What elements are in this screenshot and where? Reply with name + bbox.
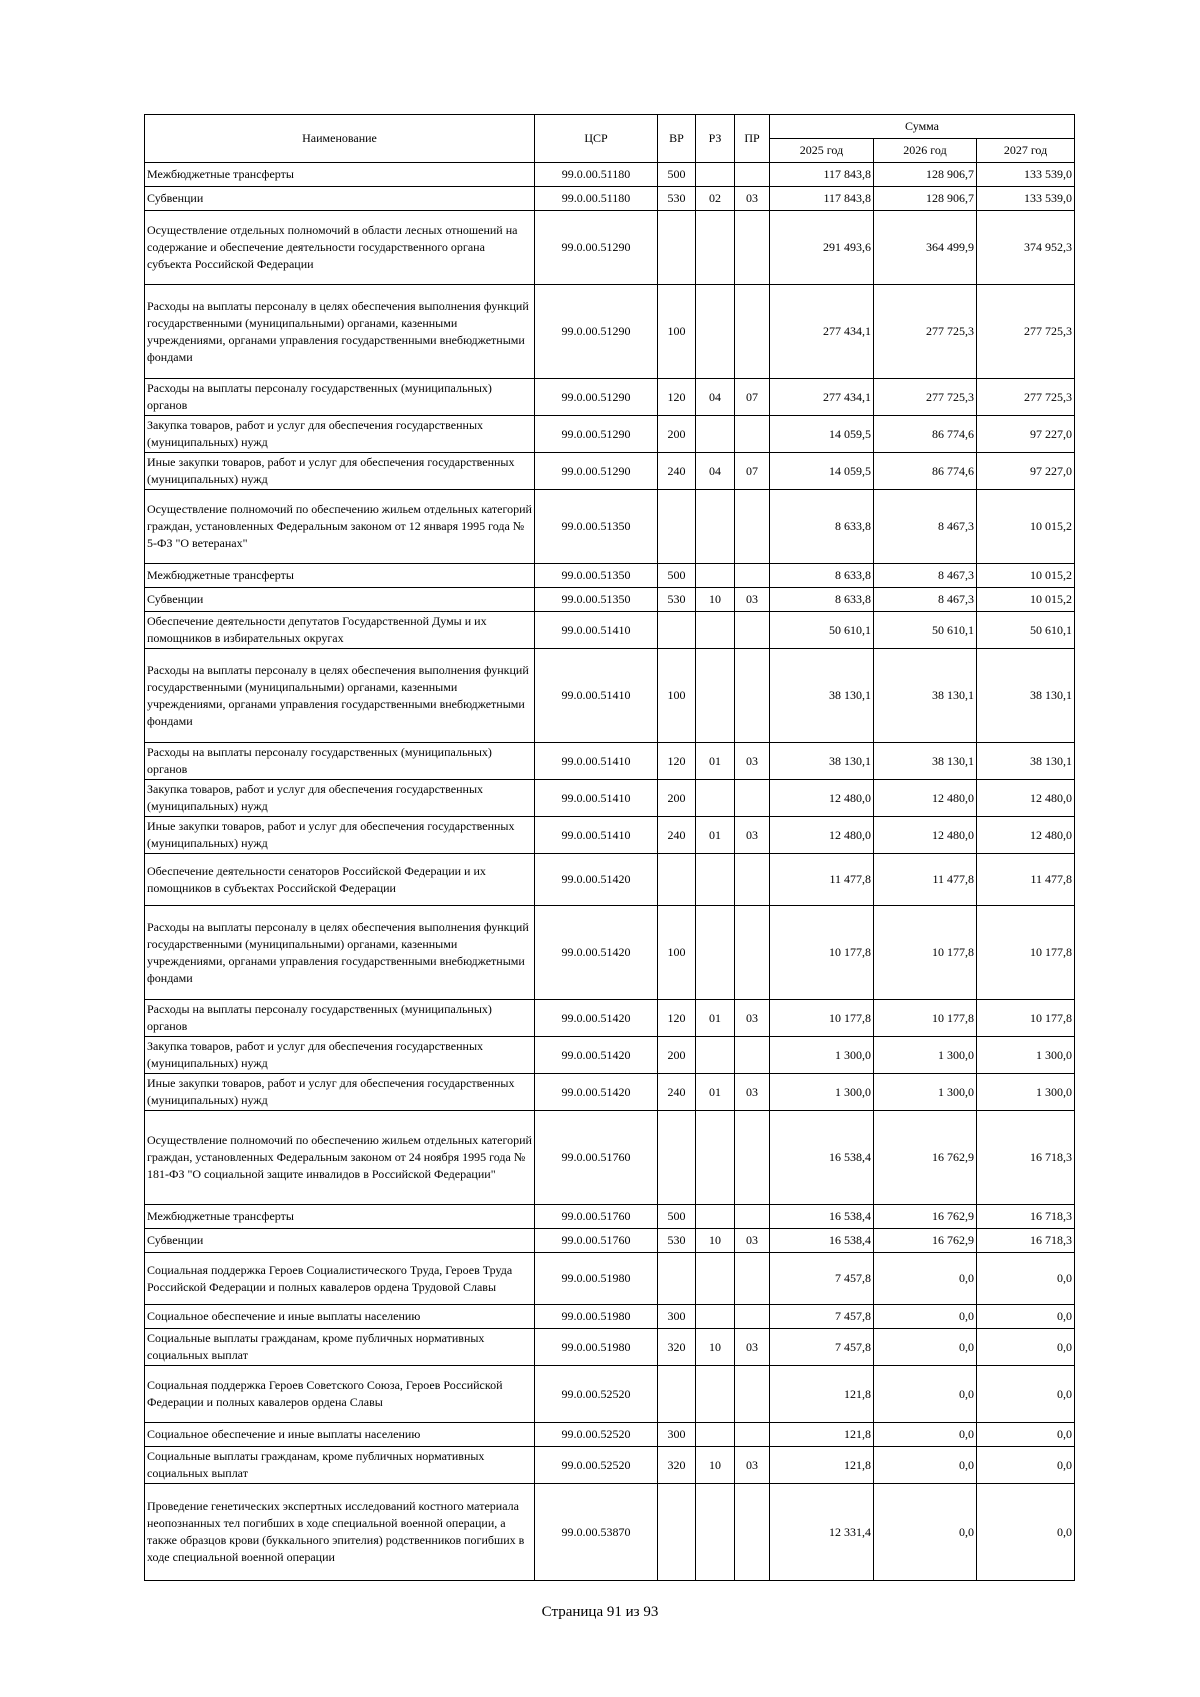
cell-rz: 01 — [696, 1000, 735, 1037]
cell-2027: 38 130,1 — [977, 649, 1075, 743]
cell-rz — [696, 1366, 735, 1423]
cell-vr: 100 — [658, 285, 696, 379]
cell-rz — [696, 649, 735, 743]
cell-pr — [735, 211, 770, 285]
cell-pr — [735, 612, 770, 649]
cell-name: Расходы на выплаты персоналу в целях обеспечения выполнения функций государственными (муниципальными) органами, казенными учреждениями, органами управления государственными внебюджетными фондами — [145, 906, 535, 1000]
table-row — [145, 1305, 1075, 1329]
cell-vr — [658, 490, 696, 564]
cell-2026: 16 762,9 — [874, 1111, 977, 1205]
cell-rz — [696, 1205, 735, 1229]
cell-vr: 530 — [658, 1229, 696, 1253]
cell-2025: 121,8 — [770, 1366, 874, 1423]
table-row — [145, 453, 1075, 490]
cell-2026: 1 300,0 — [874, 1037, 977, 1074]
cell-2026: 12 480,0 — [874, 780, 977, 817]
cell-2026: 12 480,0 — [874, 817, 977, 854]
cell-pr: 03 — [735, 1229, 770, 1253]
cell-2025: 16 538,4 — [770, 1205, 874, 1229]
cell-pr: 07 — [735, 379, 770, 416]
table-row — [145, 1000, 1075, 1037]
cell-2025: 117 843,8 — [770, 163, 874, 187]
cell-pr — [735, 1366, 770, 1423]
cell-2027: 133 539,0 — [977, 163, 1075, 187]
cell-2027: 38 130,1 — [977, 743, 1075, 780]
cell-2026: 277 725,3 — [874, 379, 977, 416]
cell-csr: 99.0.00.51290 — [535, 285, 658, 379]
cell-rz: 01 — [696, 743, 735, 780]
cell-pr: 03 — [735, 743, 770, 780]
cell-vr — [658, 1253, 696, 1305]
cell-rz: 10 — [696, 588, 735, 612]
cell-2025: 8 633,8 — [770, 490, 874, 564]
cell-2027: 1 300,0 — [977, 1074, 1075, 1111]
cell-vr: 530 — [658, 588, 696, 612]
cell-name: Расходы на выплаты персоналу государственных (муниципальных) органов — [145, 743, 535, 780]
cell-csr: 99.0.00.51180 — [535, 163, 658, 187]
table-row — [145, 854, 1075, 906]
cell-csr: 99.0.00.51410 — [535, 780, 658, 817]
cell-csr: 99.0.00.51760 — [535, 1205, 658, 1229]
cell-csr: 99.0.00.52520 — [535, 1447, 658, 1484]
cell-csr: 99.0.00.51420 — [535, 854, 658, 906]
cell-pr — [735, 1253, 770, 1305]
cell-rz: 10 — [696, 1329, 735, 1366]
cell-pr: 07 — [735, 453, 770, 490]
budget-table — [144, 114, 1075, 1581]
cell-pr — [735, 780, 770, 817]
cell-csr: 99.0.00.51290 — [535, 416, 658, 453]
cell-pr — [735, 906, 770, 1000]
cell-csr: 99.0.00.51290 — [535, 211, 658, 285]
cell-2025: 10 177,8 — [770, 1000, 874, 1037]
cell-2025: 121,8 — [770, 1447, 874, 1484]
cell-name: Социальная поддержка Героев Советского Союза, Героев Российской Федерации и полных кавалеров ордена Славы — [145, 1366, 535, 1423]
cell-2026: 86 774,6 — [874, 416, 977, 453]
table-row — [145, 906, 1075, 1000]
cell-2027: 10 177,8 — [977, 1000, 1075, 1037]
table-body — [145, 163, 1075, 1581]
cell-2026: 10 177,8 — [874, 906, 977, 1000]
cell-vr: 300 — [658, 1423, 696, 1447]
table-row — [145, 1037, 1075, 1074]
cell-pr: 03 — [735, 1447, 770, 1484]
table-row — [145, 817, 1075, 854]
cell-2025: 14 059,5 — [770, 416, 874, 453]
cell-2027: 11 477,8 — [977, 854, 1075, 906]
header-2026: 2026 год — [874, 139, 977, 163]
cell-csr: 99.0.00.51760 — [535, 1111, 658, 1205]
header-vr: ВР — [658, 115, 696, 163]
cell-name: Расходы на выплаты персоналу в целях обеспечения выполнения функций государственными (муниципальными) органами, казенными учреждениями, органами управления государственными внебюджетными фондами — [145, 285, 535, 379]
cell-rz: 02 — [696, 187, 735, 211]
table-row — [145, 588, 1075, 612]
cell-2027: 0,0 — [977, 1305, 1075, 1329]
cell-csr: 99.0.00.51980 — [535, 1329, 658, 1366]
cell-2027: 50 610,1 — [977, 612, 1075, 649]
cell-name: Осуществление отдельных полномочий в области лесных отношений на содержание и обеспечение деятельности государственного органа субъекта Российской Федерации — [145, 211, 535, 285]
cell-pr — [735, 416, 770, 453]
cell-pr — [735, 564, 770, 588]
cell-name: Субвенции — [145, 588, 535, 612]
cell-2025: 12 331,4 — [770, 1484, 874, 1581]
cell-csr: 99.0.00.51290 — [535, 453, 658, 490]
cell-name: Закупка товаров, работ и услуг для обеспечения государственных (муниципальных) нужд — [145, 1037, 535, 1074]
cell-2026: 364 499,9 — [874, 211, 977, 285]
cell-2026: 128 906,7 — [874, 187, 977, 211]
cell-vr: 100 — [658, 906, 696, 1000]
table-row — [145, 1484, 1075, 1581]
cell-rz — [696, 1037, 735, 1074]
cell-rz — [696, 1484, 735, 1581]
cell-name: Иные закупки товаров, работ и услуг для обеспечения государственных (муниципальных) нужд — [145, 453, 535, 490]
cell-2027: 133 539,0 — [977, 187, 1075, 211]
cell-csr: 99.0.00.51410 — [535, 649, 658, 743]
cell-rz — [696, 1423, 735, 1447]
cell-2027: 0,0 — [977, 1329, 1075, 1366]
cell-name: Закупка товаров, работ и услуг для обеспечения государственных (муниципальных) нужд — [145, 416, 535, 453]
cell-vr: 100 — [658, 649, 696, 743]
cell-pr — [735, 285, 770, 379]
cell-2025: 121,8 — [770, 1423, 874, 1447]
cell-pr: 03 — [735, 1074, 770, 1111]
cell-name: Социальные выплаты гражданам, кроме публичных нормативных социальных выплат — [145, 1447, 535, 1484]
cell-name: Осуществление полномочий по обеспечению жильем отдельных категорий граждан, установленных Федеральным законом от 24 ноября 1995 года № 181-ФЗ "О социальной защите инвалидов в Российской Федерации" — [145, 1111, 535, 1205]
cell-csr: 99.0.00.52520 — [535, 1366, 658, 1423]
cell-vr — [658, 211, 696, 285]
cell-pr — [735, 1305, 770, 1329]
cell-csr: 99.0.00.51980 — [535, 1253, 658, 1305]
cell-name: Проведение генетических экспертных исследований костного материала неопознанных тел погибших в ходе специальной военной операции, а также образцов крови (буккального эпителия) родственников погибших в ходе специальной военной операции — [145, 1484, 535, 1581]
cell-2025: 12 480,0 — [770, 780, 874, 817]
cell-vr: 320 — [658, 1447, 696, 1484]
cell-pr: 03 — [735, 1000, 770, 1037]
cell-2027: 0,0 — [977, 1484, 1075, 1581]
table-row — [145, 379, 1075, 416]
cell-2026: 8 467,3 — [874, 564, 977, 588]
cell-2025: 7 457,8 — [770, 1329, 874, 1366]
table-row — [145, 1229, 1075, 1253]
cell-2025: 14 059,5 — [770, 453, 874, 490]
cell-2025: 8 633,8 — [770, 588, 874, 612]
cell-2025: 7 457,8 — [770, 1305, 874, 1329]
cell-rz — [696, 906, 735, 1000]
cell-2026: 8 467,3 — [874, 588, 977, 612]
cell-pr: 03 — [735, 1329, 770, 1366]
cell-name: Межбюджетные трансферты — [145, 163, 535, 187]
cell-vr: 500 — [658, 163, 696, 187]
cell-2026: 16 762,9 — [874, 1205, 977, 1229]
table-row — [145, 187, 1075, 211]
cell-2026: 0,0 — [874, 1484, 977, 1581]
cell-name: Расходы на выплаты персоналу государственных (муниципальных) органов — [145, 1000, 535, 1037]
cell-2025: 117 843,8 — [770, 187, 874, 211]
cell-name: Обеспечение деятельности депутатов Государственной Думы и их помощников в избирательных округах — [145, 612, 535, 649]
cell-rz — [696, 1253, 735, 1305]
cell-2027: 0,0 — [977, 1447, 1075, 1484]
cell-vr: 200 — [658, 416, 696, 453]
cell-2025: 38 130,1 — [770, 649, 874, 743]
table-row — [145, 780, 1075, 817]
table-row — [145, 743, 1075, 780]
cell-rz: 10 — [696, 1229, 735, 1253]
cell-name: Обеспечение деятельности сенаторов Российской Федерации и их помощников в субъектах Российской Федерации — [145, 854, 535, 906]
cell-2027: 12 480,0 — [977, 817, 1075, 854]
table-row — [145, 211, 1075, 285]
cell-2027: 97 227,0 — [977, 453, 1075, 490]
cell-pr: 03 — [735, 588, 770, 612]
cell-vr — [658, 1366, 696, 1423]
cell-vr — [658, 612, 696, 649]
cell-pr — [735, 649, 770, 743]
header-rz: РЗ — [696, 115, 735, 163]
table-row — [145, 1111, 1075, 1205]
cell-2027: 12 480,0 — [977, 780, 1075, 817]
cell-rz — [696, 780, 735, 817]
table-row — [145, 1329, 1075, 1366]
cell-2026: 38 130,1 — [874, 649, 977, 743]
cell-name: Межбюджетные трансферты — [145, 564, 535, 588]
cell-pr — [735, 1484, 770, 1581]
cell-2027: 10 177,8 — [977, 906, 1075, 1000]
cell-csr: 99.0.00.51350 — [535, 490, 658, 564]
cell-pr — [735, 1037, 770, 1074]
cell-csr: 99.0.00.51350 — [535, 588, 658, 612]
cell-vr: 530 — [658, 187, 696, 211]
cell-name: Иные закупки товаров, работ и услуг для обеспечения государственных (муниципальных) нужд — [145, 1074, 535, 1111]
cell-rz — [696, 854, 735, 906]
table-row — [145, 490, 1075, 564]
cell-2027: 10 015,2 — [977, 588, 1075, 612]
cell-2025: 1 300,0 — [770, 1037, 874, 1074]
table-row — [145, 649, 1075, 743]
cell-rz: 04 — [696, 379, 735, 416]
cell-2026: 0,0 — [874, 1253, 977, 1305]
cell-rz: 04 — [696, 453, 735, 490]
cell-name: Расходы на выплаты персоналу в целях обеспечения выполнения функций государственными (муниципальными) органами, казенными учреждениями, органами управления государственными внебюджетными фондами — [145, 649, 535, 743]
cell-pr: 03 — [735, 187, 770, 211]
cell-2025: 277 434,1 — [770, 285, 874, 379]
cell-csr: 99.0.00.51420 — [535, 1037, 658, 1074]
cell-2027: 277 725,3 — [977, 285, 1075, 379]
cell-csr: 99.0.00.51980 — [535, 1305, 658, 1329]
cell-2026: 86 774,6 — [874, 453, 977, 490]
cell-csr: 99.0.00.51290 — [535, 379, 658, 416]
cell-vr: 500 — [658, 1205, 696, 1229]
cell-2025: 8 633,8 — [770, 564, 874, 588]
header-2027: 2027 год — [977, 139, 1075, 163]
cell-name: Расходы на выплаты персоналу государственных (муниципальных) органов — [145, 379, 535, 416]
cell-2027: 97 227,0 — [977, 416, 1075, 453]
cell-rz — [696, 612, 735, 649]
table-row — [145, 1447, 1075, 1484]
cell-csr: 99.0.00.51420 — [535, 1074, 658, 1111]
cell-vr: 200 — [658, 780, 696, 817]
cell-vr: 120 — [658, 743, 696, 780]
cell-csr: 99.0.00.51410 — [535, 612, 658, 649]
table-row — [145, 1074, 1075, 1111]
cell-2027: 10 015,2 — [977, 564, 1075, 588]
cell-2025: 11 477,8 — [770, 854, 874, 906]
cell-csr: 99.0.00.52520 — [535, 1423, 658, 1447]
header-sum: Сумма — [770, 115, 1075, 139]
cell-rz: 01 — [696, 1074, 735, 1111]
cell-csr: 99.0.00.51760 — [535, 1229, 658, 1253]
cell-rz — [696, 490, 735, 564]
cell-name: Субвенции — [145, 187, 535, 211]
cell-2026: 10 177,8 — [874, 1000, 977, 1037]
cell-vr: 300 — [658, 1305, 696, 1329]
cell-name: Межбюджетные трансферты — [145, 1205, 535, 1229]
cell-csr: 99.0.00.51350 — [535, 564, 658, 588]
cell-2025: 16 538,4 — [770, 1229, 874, 1253]
cell-pr — [735, 490, 770, 564]
header-name: Наименование — [145, 115, 535, 163]
cell-2027: 0,0 — [977, 1366, 1075, 1423]
cell-pr: 03 — [735, 817, 770, 854]
cell-vr: 240 — [658, 1074, 696, 1111]
cell-rz — [696, 1111, 735, 1205]
cell-2026: 8 467,3 — [874, 490, 977, 564]
cell-name: Закупка товаров, работ и услуг для обеспечения государственных (муниципальных) нужд — [145, 780, 535, 817]
cell-pr — [735, 1205, 770, 1229]
cell-rz — [696, 285, 735, 379]
cell-csr: 99.0.00.51420 — [535, 1000, 658, 1037]
cell-name: Субвенции — [145, 1229, 535, 1253]
cell-2025: 10 177,8 — [770, 906, 874, 1000]
cell-2026: 11 477,8 — [874, 854, 977, 906]
table-header — [145, 115, 1075, 163]
cell-vr: 320 — [658, 1329, 696, 1366]
cell-vr: 120 — [658, 379, 696, 416]
table-row — [145, 416, 1075, 453]
cell-vr: 200 — [658, 1037, 696, 1074]
cell-vr — [658, 1484, 696, 1581]
table-row — [145, 1366, 1075, 1423]
cell-2025: 277 434,1 — [770, 379, 874, 416]
cell-2026: 0,0 — [874, 1447, 977, 1484]
cell-csr: 99.0.00.51410 — [535, 817, 658, 854]
cell-2027: 16 718,3 — [977, 1205, 1075, 1229]
cell-pr — [735, 163, 770, 187]
page-number: Страница 91 из 93 — [541, 1604, 659, 1620]
table-row — [145, 612, 1075, 649]
cell-csr: 99.0.00.51420 — [535, 906, 658, 1000]
cell-2025: 12 480,0 — [770, 817, 874, 854]
cell-pr — [735, 1111, 770, 1205]
header-pr: ПР — [735, 115, 770, 163]
table-row — [145, 1253, 1075, 1305]
cell-2027: 16 718,3 — [977, 1229, 1075, 1253]
cell-rz — [696, 163, 735, 187]
cell-name: Социальное обеспечение и иные выплаты населению — [145, 1305, 535, 1329]
cell-2026: 128 906,7 — [874, 163, 977, 187]
cell-2025: 7 457,8 — [770, 1253, 874, 1305]
table-row — [145, 1423, 1075, 1447]
cell-rz — [696, 211, 735, 285]
cell-vr: 500 — [658, 564, 696, 588]
cell-rz: 10 — [696, 1447, 735, 1484]
cell-rz — [696, 564, 735, 588]
table-row — [145, 163, 1075, 187]
cell-2026: 277 725,3 — [874, 285, 977, 379]
cell-2027: 277 725,3 — [977, 379, 1075, 416]
cell-name: Социальные выплаты гражданам, кроме публичных нормативных социальных выплат — [145, 1329, 535, 1366]
cell-2025: 38 130,1 — [770, 743, 874, 780]
cell-pr — [735, 854, 770, 906]
cell-vr — [658, 1111, 696, 1205]
cell-2027: 0,0 — [977, 1253, 1075, 1305]
cell-csr: 99.0.00.53870 — [535, 1484, 658, 1581]
header-csr: ЦСР — [535, 115, 658, 163]
cell-vr: 120 — [658, 1000, 696, 1037]
cell-2026: 0,0 — [874, 1423, 977, 1447]
cell-csr: 99.0.00.51410 — [535, 743, 658, 780]
cell-2026: 38 130,1 — [874, 743, 977, 780]
cell-vr — [658, 854, 696, 906]
table-row — [145, 285, 1075, 379]
cell-pr — [735, 1423, 770, 1447]
cell-name: Социальная поддержка Героев Социалистического Труда, Героев Труда Российской Федерации и полных кавалеров ордена Трудовой Славы — [145, 1253, 535, 1305]
cell-2027: 1 300,0 — [977, 1037, 1075, 1074]
cell-2027: 0,0 — [977, 1423, 1075, 1447]
cell-csr: 99.0.00.51180 — [535, 187, 658, 211]
cell-rz: 01 — [696, 817, 735, 854]
cell-rz — [696, 1305, 735, 1329]
cell-2025: 16 538,4 — [770, 1111, 874, 1205]
table-row — [145, 1205, 1075, 1229]
cell-vr: 240 — [658, 817, 696, 854]
header-2025: 2025 год — [770, 139, 874, 163]
table-row — [145, 564, 1075, 588]
cell-name: Иные закупки товаров, работ и услуг для обеспечения государственных (муниципальных) нужд — [145, 817, 535, 854]
cell-2026: 16 762,9 — [874, 1229, 977, 1253]
cell-2025: 1 300,0 — [770, 1074, 874, 1111]
cell-2027: 10 015,2 — [977, 490, 1075, 564]
cell-2027: 16 718,3 — [977, 1111, 1075, 1205]
cell-2026: 0,0 — [874, 1329, 977, 1366]
cell-vr: 240 — [658, 453, 696, 490]
cell-2026: 50 610,1 — [874, 612, 977, 649]
cell-rz — [696, 416, 735, 453]
cell-name: Осуществление полномочий по обеспечению жильем отдельных категорий граждан, установленных Федеральным законом от 12 января 1995 года № 5-ФЗ "О ветеранах" — [145, 490, 535, 564]
cell-2025: 50 610,1 — [770, 612, 874, 649]
cell-2026: 0,0 — [874, 1366, 977, 1423]
cell-2026: 0,0 — [874, 1305, 977, 1329]
cell-2025: 291 493,6 — [770, 211, 874, 285]
cell-2026: 1 300,0 — [874, 1074, 977, 1111]
cell-name: Социальное обеспечение и иные выплаты населению — [145, 1423, 535, 1447]
cell-2027: 374 952,3 — [977, 211, 1075, 285]
